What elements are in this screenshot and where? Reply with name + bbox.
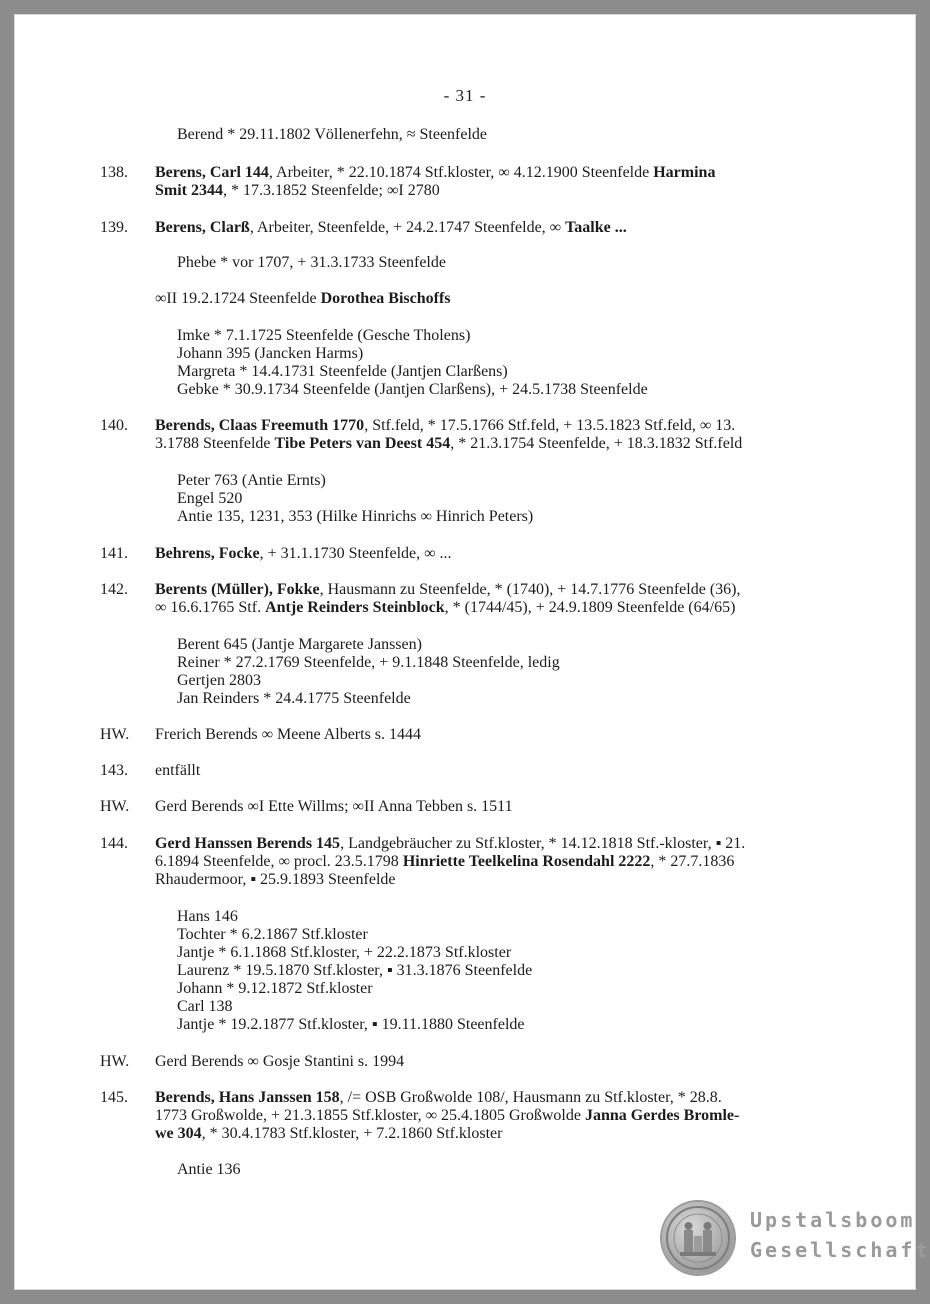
text-line [177, 908, 238, 926]
text-line [177, 998, 233, 1016]
entry-number: HW. [100, 726, 130, 743]
text-line [177, 690, 411, 708]
bold-name: Antje Reinders Steinblock [265, 599, 445, 616]
text-line [155, 1089, 722, 1107]
text-segment: Reiner * 27.2.1769 Steenfelde, + 9.1.1848 Steenfelde, ledig [177, 654, 560, 671]
bold-name: Janna Gerdes Bromle- [584, 1107, 740, 1124]
bold-name: Berends, Hans Janssen 158 [155, 1089, 340, 1106]
text-segment: , Arbeiter, Steenfelde, + 24.2.1747 Steenfelde, ∞ [249, 219, 566, 236]
entry-number: HW. [100, 798, 130, 815]
text-segment: , * 27.7.1836 [650, 853, 735, 870]
text-line [155, 835, 745, 853]
text-segment: Peter 763 (Antie Ernts) [177, 472, 326, 489]
text-line [177, 636, 422, 654]
text-segment: Margreta * 14.4.1731 Steenfelde (Jantjen Clarßens) [177, 363, 508, 380]
text-segment: Berend * 29.11.1802 Völlenerfehn, ≈ Steenfelde [177, 126, 488, 143]
text-segment: , * 30.4.1783 Stf.kloster, + 7.2.1860 Stf.kloster [201, 1125, 503, 1142]
logo-line-2: Gesellschaft [750, 1238, 930, 1262]
text-segment: Antie 136 [177, 1161, 241, 1178]
page-number: - 31 - [443, 86, 487, 105]
text-line [177, 672, 261, 690]
text-segment: Engel 520 [177, 490, 243, 507]
text-segment: Frerich Berends ∞ Meene Alberts s. 1444 [155, 726, 422, 743]
text-line [177, 472, 326, 490]
text-line [177, 490, 242, 508]
bold-name: Smit 2344 [155, 182, 223, 199]
text-segment: 6.1894 Steenfelde, ∞ procl. 23.5.1798 [155, 853, 403, 870]
bold-name: Tibe Peters van Deest 454 [274, 435, 451, 452]
bold-name: Hinriette Teelkelina Rosendahl 2222 [402, 853, 651, 870]
text-segment: Johann * 9.12.1872 Stf.kloster [177, 980, 373, 997]
text-segment: Berent 645 (Jantje Margarete Janssen) [177, 636, 422, 653]
text-line [155, 1107, 739, 1125]
bold-name: Berens, Clarß [155, 219, 250, 236]
text-line [155, 1125, 502, 1143]
text-segment: , * 17.3.1852 Steenfelde; ∞I 2780 [223, 182, 440, 199]
text-line [155, 798, 513, 816]
text-segment: , * (1744/45), + 24.9.1809 Steenfelde (64/65) [444, 599, 736, 616]
text-line [155, 164, 715, 182]
text-segment: Jantje * 6.1.1868 Stf.kloster, + 22.2.1873 Stf.kloster [177, 944, 512, 961]
text-line [177, 345, 363, 363]
entry-number: 138. [100, 164, 128, 181]
text-line [177, 126, 487, 144]
text-segment: Johann 395 (Jancken Harms) [177, 345, 364, 362]
text-line [155, 599, 735, 617]
text-segment: 3.1788 Steenfelde [155, 435, 275, 452]
entry-number: 142. [100, 581, 128, 598]
text-line [177, 381, 648, 399]
text-line [177, 508, 533, 526]
text-segment: , Stf.feld, * 17.5.1766 Stf.feld, + 13.5.1823 Stf.feld, ∞ 13. [364, 417, 736, 434]
text-segment: 1773 Großwolde, + 21.3.1855 Stf.kloster, ∞ 25.4.1805 Großwolde [155, 1107, 585, 1124]
entry-number: 140. [100, 417, 128, 434]
text-segment: , Landgebräucher zu Stf.kloster, * 14.12.1818 Stf.-kloster, ▪ 21. [340, 835, 746, 852]
text-segment: , + 31.1.1730 Steenfelde, ∞ ... [259, 545, 452, 562]
text-segment: Gebke * 30.9.1734 Steenfelde (Jantjen Clarßens), + 24.5.1738 Steenfelde [177, 381, 648, 398]
text-line [155, 290, 451, 308]
logo-line-1: Upstalsboom [750, 1208, 916, 1232]
bold-name: Gerd Hanssen Berends 145 [155, 835, 341, 852]
text-segment: , /= OSB Großwolde 108/, Hausmann zu Stf.kloster, * 28.8. [339, 1089, 722, 1106]
text-segment: Jan Reinders * 24.4.1775 Steenfelde [177, 690, 411, 707]
text-segment: ∞II 19.2.1724 Steenfelde [155, 290, 321, 307]
text-line [177, 980, 373, 998]
text-segment: Imke * 7.1.1725 Steenfelde (Gesche Tholens) [177, 327, 471, 344]
text-segment: Tochter * 6.2.1867 Stf.kloster [177, 926, 368, 943]
text-segment: , Arbeiter, * 22.10.1874 Stf.kloster, ∞ 4.12.1900 Steenfelde [268, 164, 654, 181]
text-segment: ∞ 16.6.1765 Stf. [155, 599, 266, 616]
text-line [155, 435, 742, 453]
text-line [155, 417, 735, 435]
entry-number: 143. [100, 762, 128, 779]
text-line [177, 1161, 241, 1179]
entry-number: 139. [100, 219, 128, 236]
text-line [155, 1053, 404, 1071]
bold-name: Berents (Müller), Fokke [155, 581, 320, 598]
text-segment: Hans 146 [177, 908, 238, 925]
text-line [155, 762, 200, 780]
entry-number: 141. [100, 545, 128, 562]
text-line [177, 926, 368, 944]
bold-name: Berends, Claas Freemuth 1770 [155, 417, 365, 434]
text-line [155, 545, 452, 563]
bold-name: Berens, Carl 144 [155, 164, 269, 181]
text-line [155, 219, 627, 237]
text-segment: Rhaudermoor, ▪ 25.9.1893 Steenfelde [155, 871, 396, 888]
text-segment: entfällt [155, 762, 201, 779]
text-segment: , Hausmann zu Steenfelde, * (1740), + 14.7.1776 Steenfelde (36), [319, 581, 741, 598]
society-logo [662, 1202, 930, 1274]
text-line [155, 853, 734, 871]
document-page [14, 14, 930, 1290]
text-segment: Jantje * 19.2.1877 Stf.kloster, ▪ 19.11.1880 Steenfelde [177, 1016, 525, 1033]
text-line [155, 726, 421, 744]
text-line [177, 944, 511, 962]
text-segment: , * 21.3.1754 Steenfelde, + 18.3.1832 Stf.feld [450, 435, 743, 452]
text-segment: Phebe * vor 1707, + 31.3.1733 Steenfelde [177, 254, 446, 271]
text-line [177, 654, 560, 672]
bold-name: Taalke ... [565, 219, 627, 236]
bold-name: we 304 [155, 1125, 202, 1142]
text-line [177, 254, 446, 272]
text-segment: Gertjen 2803 [177, 672, 261, 689]
text-line [155, 581, 740, 599]
text-line [177, 962, 532, 980]
bold-name: Dorothea Bischoffs [320, 290, 451, 307]
entry-number: 145. [100, 1089, 128, 1106]
text-segment: Laurenz * 19.5.1870 Stf.kloster, ▪ 31.3.1876 Steenfelde [177, 962, 533, 979]
text-line [155, 871, 396, 889]
bold-name: Harmina [653, 164, 716, 181]
bold-name: Behrens, Focke [155, 545, 260, 562]
text-segment: Gerd Berends ∞ Gosje Stantini s. 1994 [155, 1053, 405, 1070]
entry-number: 144. [100, 835, 128, 852]
entry-number: HW. [100, 1053, 130, 1070]
text-line [177, 327, 470, 345]
text-segment: Carl 138 [177, 998, 233, 1015]
seal-icon [662, 1202, 734, 1274]
text-line [177, 1016, 525, 1034]
text-segment: Gerd Berends ∞I Ette Willms; ∞II Anna Tebben s. 1511 [155, 798, 513, 815]
text-segment: Antie 135, 1231, 353 (Hilke Hinrichs ∞ Hinrich Peters) [177, 508, 534, 525]
text-line [155, 182, 440, 200]
text-line [177, 363, 508, 381]
